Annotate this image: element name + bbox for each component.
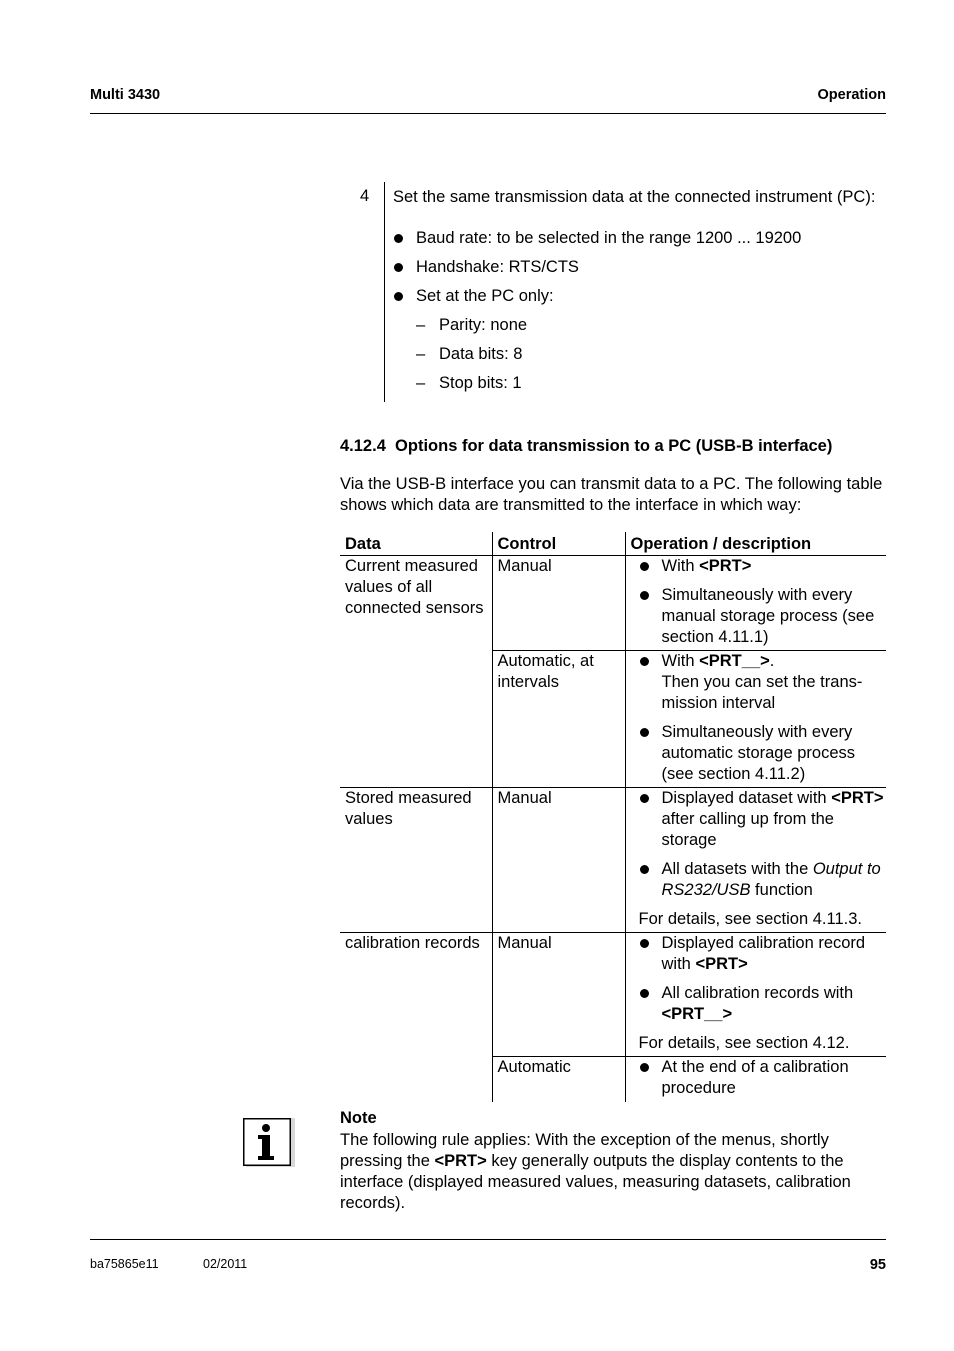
list-item: Simultaneously with every automatic storage process (see section 4.11.2) — [639, 722, 883, 785]
cell-control: Manual — [492, 556, 625, 651]
bullet-icon — [640, 794, 649, 803]
step-sub-item: Parity: none — [439, 316, 528, 334]
prt-key: <PRT> — [434, 1152, 487, 1170]
header-rule — [90, 113, 886, 114]
dash-icon: – — [416, 374, 426, 392]
cell-data: Current measured values of all connected sensors — [345, 557, 484, 617]
section-intro: Via the USB-B interface you can transmit data to a PC. The following table shows which data are transmitted to the interface in which way: — [340, 475, 883, 514]
header-doc-title: Multi 3430 — [90, 87, 161, 103]
details-reference: For details, see section 4.11.3. — [638, 910, 862, 928]
dash-icon: – — [416, 345, 426, 363]
list-item: With <PRT__>. Then you can set the trans-mission interval — [639, 651, 883, 714]
table-row — [340, 788, 886, 933]
step-bullet: Handshake: RTS/CTS — [416, 258, 579, 276]
list-item: Displayed dataset with <PRT> after calling up from the storage — [639, 788, 887, 851]
transmission-table — [340, 532, 886, 1102]
prt-key: <PRT> — [695, 955, 748, 973]
prt-key: <PRT> — [699, 557, 752, 575]
cell-control: Manual — [492, 788, 625, 933]
col-header-control: Control — [492, 532, 625, 556]
note-text: The following rule applies: With the exception of the menus, shortly pressing the <PRT> key generally outputs the display contents to the interface (displayed measured values, measuring datasets, calibration records). — [340, 1131, 851, 1212]
footer-doc-number: ba75865e11 — [90, 1257, 159, 1271]
list-item: Displayed calibration record with <PRT> — [639, 933, 887, 975]
bullet-icon — [394, 263, 403, 272]
prt-key: <PRT__> — [661, 1005, 733, 1023]
cell-control: Automatic — [492, 1057, 625, 1103]
bullet-icon — [640, 562, 649, 571]
bullet-icon — [640, 728, 649, 737]
bullet-icon — [394, 292, 403, 301]
prt-key: <PRT> — [831, 789, 884, 807]
bullet-icon — [640, 591, 649, 600]
step-sub-item: Stop bits: 1 — [439, 374, 522, 392]
table-row — [340, 556, 886, 651]
footer-rule — [90, 1239, 886, 1240]
cell-data: calibration records — [340, 933, 492, 1103]
cell-control: Automatic, at intervals — [492, 651, 625, 788]
step-number: 4 — [360, 187, 370, 205]
dash-icon: – — [416, 316, 426, 334]
bullet-icon — [640, 989, 649, 998]
cell-data: Stored measured values — [340, 788, 492, 933]
info-icon — [243, 1115, 295, 1167]
list-item: All datasets with the Output to RS232/USB function — [639, 859, 887, 901]
col-header-data: Data — [340, 532, 492, 556]
note-title: Note — [340, 1109, 377, 1127]
bullet-icon — [640, 939, 649, 948]
table-row — [340, 933, 886, 1057]
details-reference: For details, see section 4.12. — [638, 1034, 850, 1052]
step-bullet: Set at the PC only: — [416, 287, 554, 305]
step-bullet: Baud rate: to be selected in the range 1200 ... 19200 — [416, 229, 802, 247]
page-number: 95 — [869, 1257, 886, 1273]
list-item: With <PRT> — [639, 556, 883, 577]
cell-operation — [625, 933, 886, 1057]
step-text: Set the same transmission data at the connected instrument (PC): — [393, 188, 876, 206]
cell-operation — [625, 556, 886, 651]
list-item: At the end of a calibration procedure — [639, 1057, 883, 1099]
list-item: All calibration records with <PRT__> — [639, 983, 887, 1025]
cell-control: Manual — [492, 933, 625, 1057]
footer-date: 02/2011 — [203, 1257, 248, 1271]
bullet-icon — [394, 234, 403, 243]
prt-key: <PRT__> — [699, 652, 770, 670]
cell-operation — [625, 651, 886, 788]
function-name: Output to RS232/USB — [661, 860, 881, 899]
step-divider — [384, 182, 385, 402]
col-header-operation: Operation / description — [625, 532, 886, 556]
bullet-icon — [640, 1063, 649, 1072]
step-sub-item: Data bits: 8 — [439, 345, 523, 363]
cell-operation — [625, 788, 886, 933]
bullet-icon — [640, 865, 649, 874]
bullet-icon — [640, 657, 649, 666]
section-title: 4.12.4 Options for data transmission to a PC (USB-B interface) — [340, 437, 833, 455]
header-chapter: Operation — [817, 87, 886, 103]
cell-operation — [625, 1057, 886, 1103]
list-item: Simultaneously with every manual storage process (see section 4.11.1) — [639, 585, 883, 648]
table-header-row — [340, 532, 886, 556]
